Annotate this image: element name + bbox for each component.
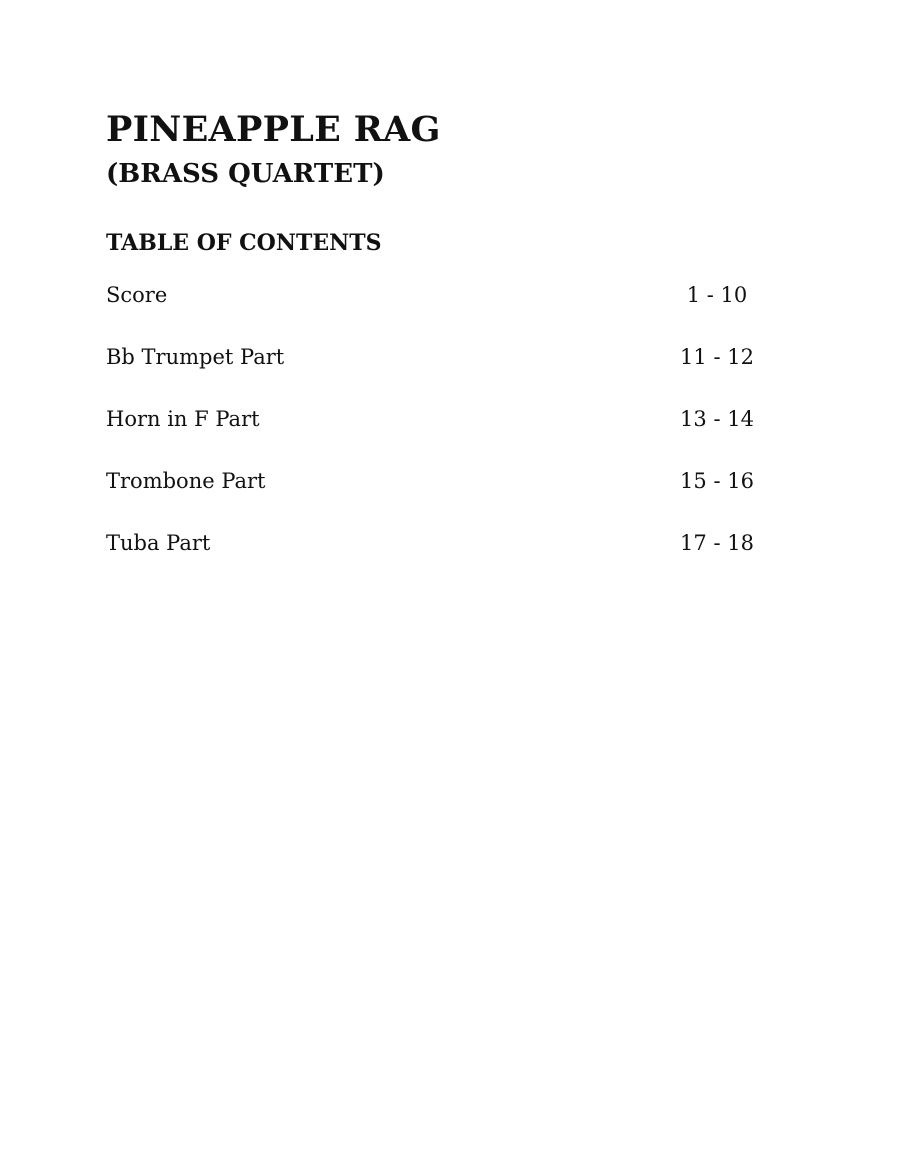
toc-entry-label: Horn in F Part [106, 407, 260, 431]
toc-entry-pages: 17 - 18 [680, 531, 754, 555]
toc-entry-pages: 13 - 14 [680, 407, 754, 431]
toc-entry-label: Tuba Part [106, 531, 211, 555]
toc-entry-tuba-part [106, 528, 766, 590]
toc-entry-bb-trumpet-part [106, 342, 766, 404]
toc-entry-pages: 11 - 12 [680, 345, 754, 369]
toc-heading: TABLE OF CONTENTS [106, 230, 382, 256]
toc-entry-label: Score [106, 283, 168, 307]
toc-entry-label: Trombone Part [106, 469, 266, 493]
toc-entry-score [106, 280, 766, 342]
toc-entry-trombone-part [106, 466, 766, 528]
toc-entry-pages: 15 - 16 [680, 469, 754, 493]
toc-entry-label: Bb Trumpet Part [106, 345, 285, 369]
toc-list [106, 280, 766, 590]
toc-entry-horn-in-f-part [106, 404, 766, 466]
document-title: PINEAPPLE RAG [106, 109, 441, 150]
document-subtitle: (BRASS QUARTET) [106, 159, 385, 189]
toc-entry-pages: 1 - 10 [686, 283, 748, 307]
